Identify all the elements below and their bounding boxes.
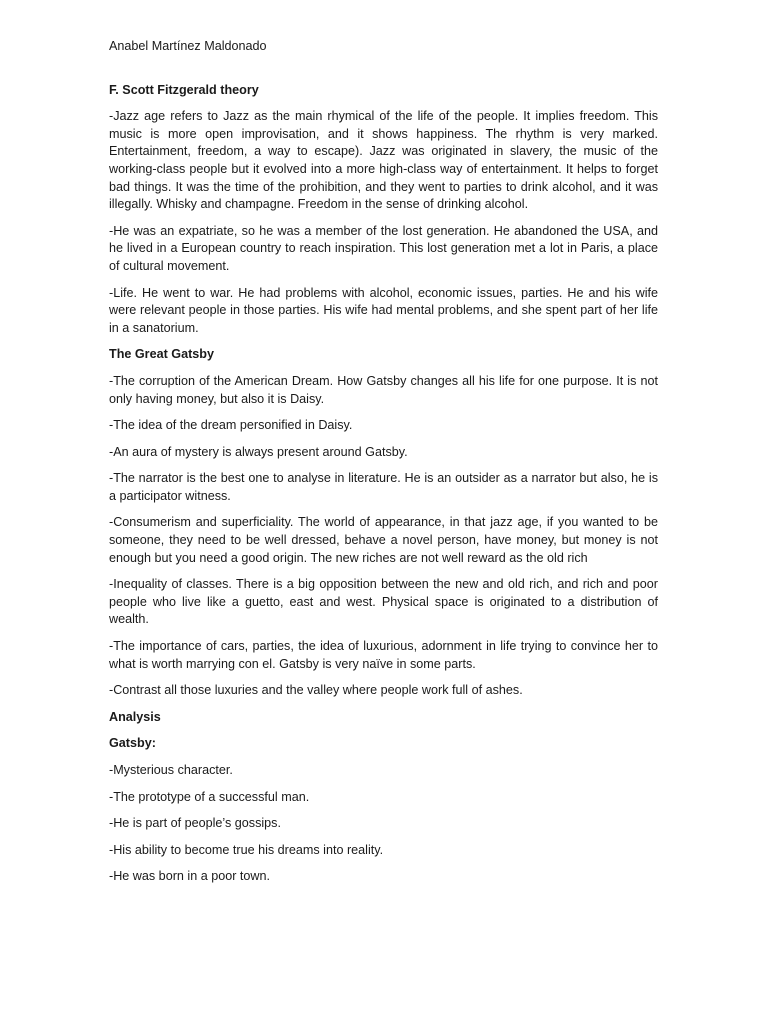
- list-item: -He is part of people’s gossips.: [109, 816, 281, 831]
- paragraph: -Jazz age refers to Jazz as the main rhymical of the life of the people. It implies freedom. This music is more open improvisation, and it shows happiness. The rhythm is very marked. Entertainment, freedom, a way to escape). Jazz was originated in slavery, the music of the working-class people but it evolved into a more high-class way of entertainment. It helps to forget bad things. It was the time of the prohibition, and they went to parties to drink alcohol, and it was illegally. Whisky and champagne. Freedom in the sense of drinking alcohol.: [109, 109, 658, 212]
- document-page: [109, 38, 658, 895]
- paragraph: -Inequality of classes. There is a big opposition between the new and old rich, and rich and poor people who live like a guetto, east and west. Physical space is originated to a distribution of wealth.: [109, 577, 658, 627]
- section-heading-great-gatsby: The Great Gatsby: [109, 347, 214, 362]
- list-item: -His ability to become true his dreams into reality.: [109, 842, 384, 857]
- section-heading-fitzgerald: F. Scott Fitzgerald theory: [109, 82, 259, 97]
- list-item: -He was born in a poor town.: [109, 869, 271, 884]
- paragraph: -Consumerism and superficiality. The world of appearance, in that jazz age, if you wanted to be someone, they need to be well dressed, behave a novel person, have money, but money is not enough but you need a good origin. The new riches are not well reward as the old rich: [109, 515, 658, 565]
- paragraph: -An aura of mystery is always present around Gatsby.: [109, 444, 408, 459]
- paragraph: -The narrator is the best one to analyse in literature. He is an outsider as a narrator but also, he is a participator witness.: [109, 471, 658, 503]
- author-name: Anabel Martínez Maldonado: [109, 39, 267, 53]
- paragraph: -The importance of cars, parties, the idea of luxurious, adornment in life trying to convince her to what is worth marrying con el. Gatsby is very naïve in some parts.: [109, 639, 658, 671]
- subheading-gatsby: Gatsby:: [109, 736, 156, 751]
- section-heading-analysis: Analysis: [109, 709, 161, 724]
- paragraph: -The idea of the dream personified in Daisy.: [109, 418, 353, 433]
- list-item: -Mysterious character.: [109, 763, 233, 777]
- paragraph: -Contrast all those luxuries and the valley where people work full of ashes.: [109, 683, 523, 698]
- paragraph: -He was an expatriate, so he was a member of the lost generation. He abandoned the USA, and he lived in a European country to reach inspiration. This lost generation met a lot in Paris, a place of cultural movement.: [109, 223, 658, 273]
- paragraph: -The corruption of the American Dream. How Gatsby changes all his life for one purpose. It is not only having money, but also it is Daisy.: [109, 373, 658, 406]
- list-item: -The prototype of a successful man.: [109, 789, 310, 804]
- paragraph: -Life. He went to war. He had problems with alcohol, economic issues, parties. He and his wife were relevant people in those parties. His wife had mental problems, and she spent part of her life in a sanatorium.: [109, 285, 658, 335]
